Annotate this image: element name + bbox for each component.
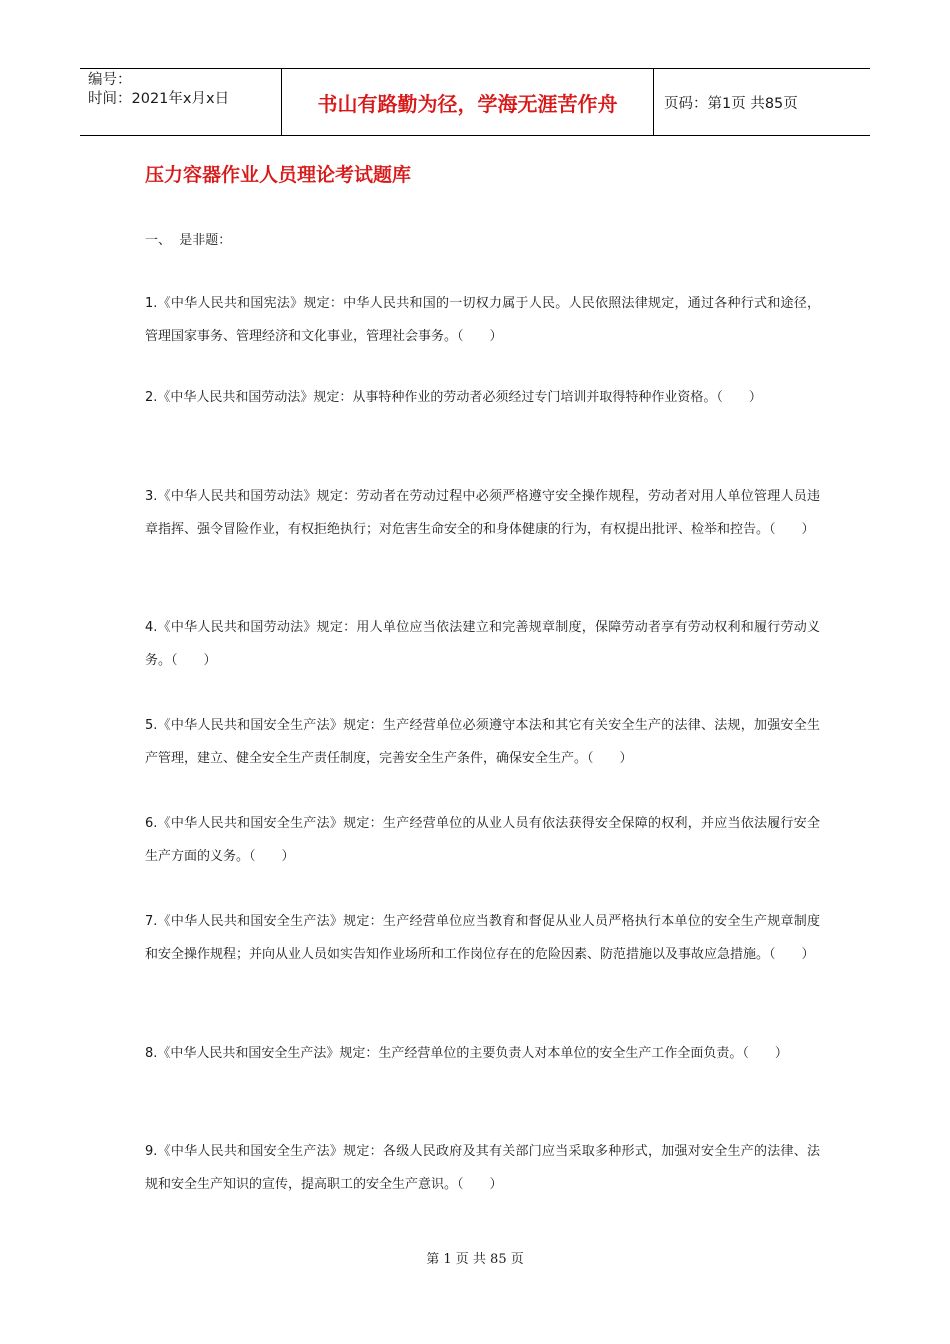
- question-item: 4.《中华人民共和国劳动法》规定：用人单位应当依法建立和完善规章制度，保障劳动者享有劳动权利和履行劳动义务。（ ）: [145, 620, 820, 668]
- header-page-info: 页码：第1页 共85页: [664, 95, 798, 112]
- question-item: 5.《中华人民共和国安全生产法》规定：生产经营单位必须遵守本法和其它有关安全生产的法律、法规，加强安全生产管理，建立、健全安全生产责任制度，完善安全生产条件，确保安全生产。（ ）: [145, 718, 820, 766]
- question-item: 2.《中华人民共和国劳动法》规定：从事特种作业的劳动者必须经过专门培训并取得特种作业资格。（ ）: [145, 390, 762, 405]
- header-meta: [80, 69, 282, 135]
- document-date: 时间：2021年x月x日: [88, 91, 230, 107]
- section-heading: 一、 是非题：: [145, 233, 232, 248]
- question-item: 1.《中华人民共和国宪法》规定：中华人民共和国的一切权力属于人民。人民依照法律规定，通过各种行式和途径，管理国家事务、管理经济和文化事业，管理社会事务。（ ）: [145, 296, 820, 344]
- document-number-label: 编号：: [88, 72, 132, 88]
- question-item: 7.《中华人民共和国安全生产法》规定：生产经营单位应当教育和督促从业人员严格执行本单位的安全生产规章制度和安全操作规程；并向从业人员如实告知作业场所和工作岗位存在的危险因素、防范措施以及事故应急措施。（ ）: [145, 914, 820, 962]
- question-item: 3.《中华人民共和国劳动法》规定：劳动者在劳动过程中必须严格遵守安全操作规程，劳动者对用人单位管理人员违章指挥、强令冒险作业，有权拒绝执行；对危害生命安全的和身体健康的行为，有权提出批评、检举和控告。（ ）: [145, 489, 820, 537]
- page-footer: 第 1 页 共 85 页: [426, 1252, 524, 1267]
- question-item: 8.《中华人民共和国安全生产法》规定：生产经营单位的主要负责人对本单位的安全生产工作全面负责。（ ）: [145, 1046, 788, 1061]
- question-item: 6.《中华人民共和国安全生产法》规定：生产经营单位的从业人员有依法获得安全保障的权利，并应当依法履行安全生产方面的义务。（ ）: [145, 816, 820, 864]
- header-motto: 书山有路勤为径，学海无涯苦作舟: [282, 69, 654, 135]
- document-title: 压力容器作业人员理论考试题库: [145, 164, 412, 186]
- page-header: [80, 68, 870, 136]
- question-item: 9.《中华人民共和国安全生产法》规定：各级人民政府及其有关部门应当采取多种形式，加强对安全生产的法律、法规和安全生产知识的宣传，提高职工的安全生产意识。（ ）: [145, 1144, 820, 1192]
